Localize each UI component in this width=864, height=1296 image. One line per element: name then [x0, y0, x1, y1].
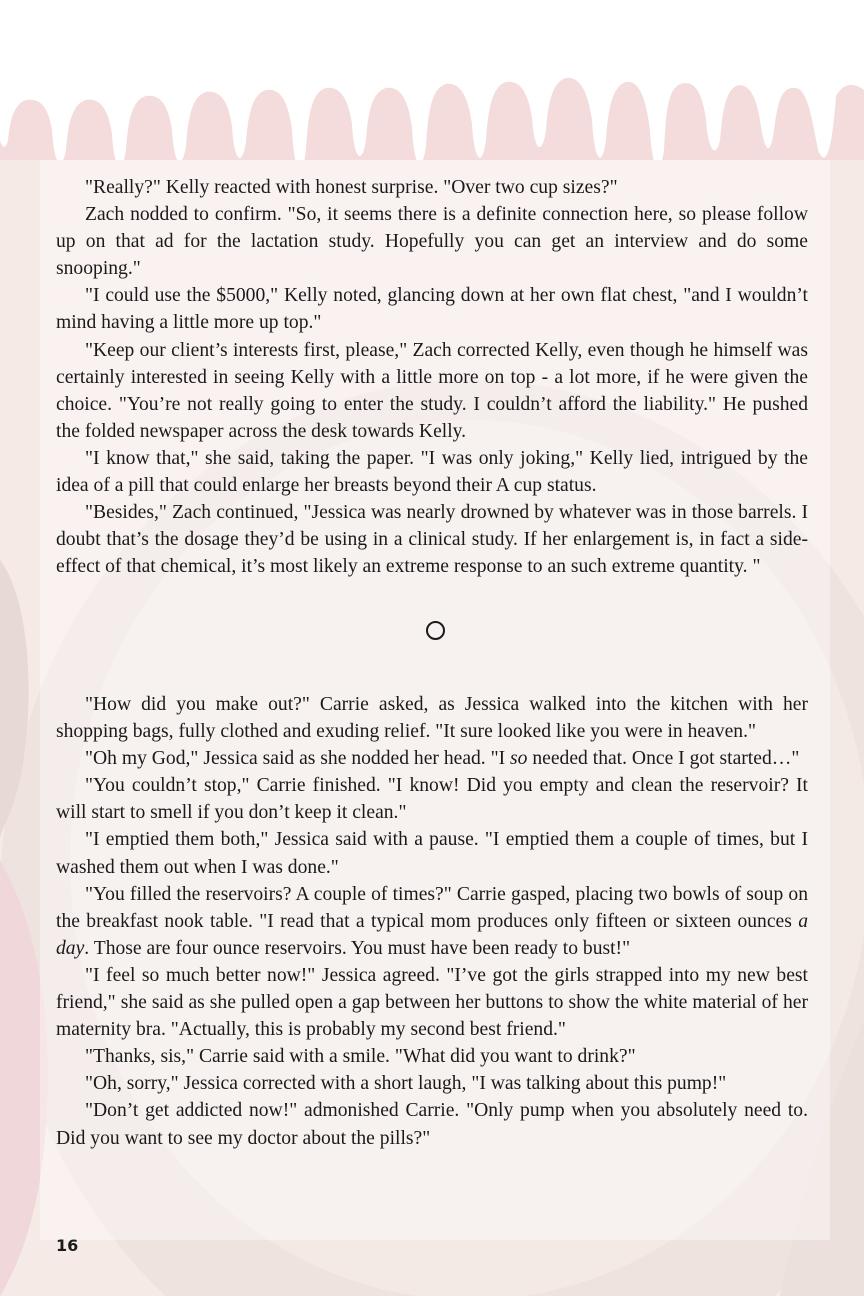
paragraph: "Don’t get addicted now!" admonished Carrie. "Only pump when you absolutely need to. Did you want to see my doctor about the pills?" [56, 1100, 808, 1149]
paragraph-text: . Those are four ounce reservoirs. You must have been ready to bust!" [84, 937, 631, 959]
paragraph: "I emptied them both," Jessica said with a pause. "I emptied them a couple of times, but I washed them out when I was done." [56, 829, 808, 878]
circle-ornament-icon [426, 621, 445, 640]
page-number: 16 [56, 1236, 79, 1255]
paragraph: "I feel so much better now!" Jessica agreed. "I’ve got the girls strapped into my new best friend," she said as she pulled open a gap between her buttons to show the white material of her maternity bra. "Actually, this is probably my second best friend." [56, 964, 808, 1041]
paragraph: "How did you make out?" Carrie asked, as Jessica walked into the kitchen with her shopping bags, fully clothed and exuding relief. "It sure looked like you were in heaven." [56, 694, 808, 743]
paragraph: "You couldn’t stop," Carrie finished. "I know! Did you empty and clean the reservoir? It will start to smell if you don’t keep it clean." [56, 775, 808, 824]
paragraph: "I know that," she said, taking the paper. "I was only joking," Kelly lied, intrigued by the idea of a pill that could enlarge her breasts beyond their A cup status. [56, 447, 808, 497]
emphasis-text: so [510, 748, 528, 770]
paragraph: "Thanks, sis," Carrie said with a smile. "What did you want to drink?" [85, 1046, 636, 1068]
paragraph [56, 745, 808, 772]
paragraph-text: "Oh my God," Jessica said as she nodded her head. "I [85, 748, 511, 770]
paragraph: Zach nodded to confirm. "So, it seems there is a definite connection here, so please follow up on that ad for the lactation study. Hopefully you can get an interview and do some snooping." [56, 204, 808, 280]
paragraph: "Oh, sorry," Jessica corrected with a short laugh, "I was talking about this pump!" [85, 1073, 727, 1095]
emphasis-text: a day [56, 910, 808, 959]
paragraph: "Really?" Kelly reacted with honest surprise. "Over two cup sizes?" [85, 177, 618, 198]
paragraph: "I could use the $5000," Kelly noted, glancing down at her own flat chest, "and I wouldn’t mind having a little more up top." [56, 285, 808, 334]
paragraph-text: "You filled the reservoirs? A couple of times?" Carrie gasped, placing two bowls of soup on the breakfast nook table. "I read that a typical mom produces only fifteen or sixteen ounces [56, 883, 808, 932]
text-section-1 [56, 174, 808, 580]
paragraph-text: needed that. Once I got started…" [527, 748, 800, 770]
text-section-2 [56, 691, 808, 1152]
paragraph: "Besides," Zach continued, "Jessica was nearly drowned by whatever was in those barrels. I doubt that’s the dosage they’d be using in a clinical study. If her enlargement is, in fact a side-effect of that chemical, it’s most likely an extreme response to an such extreme quantity. " [56, 502, 808, 578]
paragraph: "Keep our client’s interests first, please," Zach corrected Kelly, even though he himself was certainly interested in seeing Kelly with a little more on top - a lot more, if he were given the choice. "You’re not really going to enter the study. I couldn’t afford the liability." He pushed the folded newspaper across the desk towards Kelly. [56, 339, 808, 442]
paragraph [56, 881, 808, 962]
